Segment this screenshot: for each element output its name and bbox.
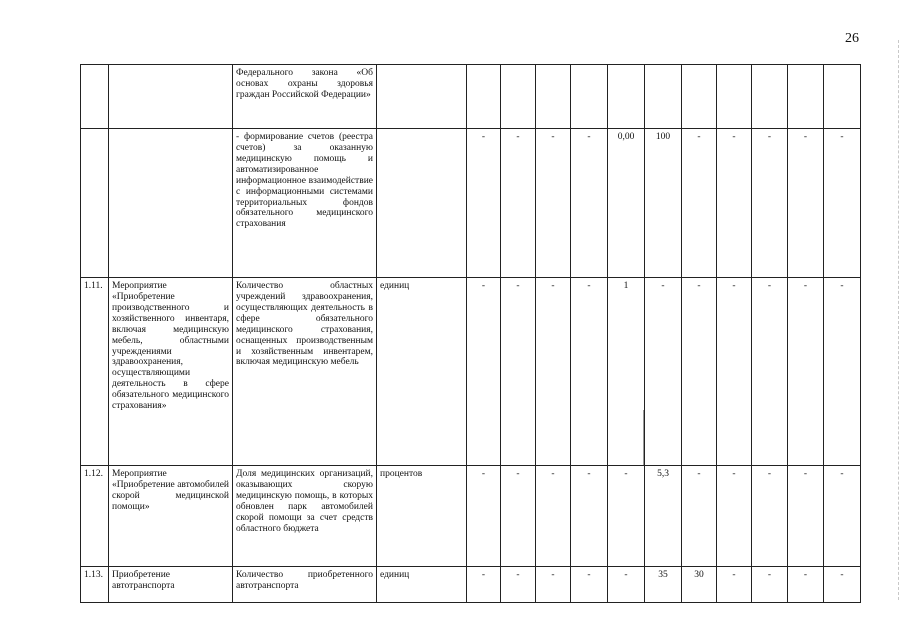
value-cell	[682, 65, 717, 129]
value-cell: -	[752, 129, 788, 278]
value-cell: -	[536, 466, 571, 567]
value-cell: -	[682, 129, 717, 278]
value-cell: -	[752, 466, 788, 567]
value-cell: 1	[608, 278, 645, 466]
value-cell: -	[824, 278, 861, 466]
page-number: 26	[845, 31, 859, 46]
value-cell: -	[717, 278, 752, 466]
value-cell: -	[501, 466, 536, 567]
value-cell: -	[571, 278, 608, 466]
value-cell: -	[608, 567, 645, 603]
value-cell: -	[501, 129, 536, 278]
value-cell: -	[824, 129, 861, 278]
unit-cell	[377, 129, 467, 278]
value-cell: -	[467, 278, 501, 466]
table-row	[81, 65, 861, 129]
value-cell: -	[571, 129, 608, 278]
value-cell	[501, 65, 536, 129]
row-number: 1.13.	[81, 567, 109, 603]
value-cell: -	[467, 129, 501, 278]
event-cell	[109, 129, 233, 278]
page-edge-mark	[898, 40, 900, 600]
value-cell: -	[608, 466, 645, 567]
table-row	[81, 129, 861, 278]
table-row	[81, 466, 861, 567]
value-cell: -	[717, 129, 752, 278]
value-cell: -	[824, 567, 861, 603]
row-number: 1.12.	[81, 466, 109, 567]
unit-cell: процентов	[377, 466, 467, 567]
unit-cell	[377, 65, 467, 129]
unit-cell: единиц	[377, 567, 467, 603]
scan-line-mark	[643, 410, 644, 465]
event-cell	[109, 65, 233, 129]
value-cell: 100	[645, 129, 682, 278]
value-cell	[571, 65, 608, 129]
value-cell: -	[788, 278, 824, 466]
value-cell: -	[501, 567, 536, 603]
event-cell: Мероприятие «Приобретение производственного и хозяйственного инвентаря, включая медицинскую мебель, областными учреждениями здравоохранения, осуществляющими деятельность в сфере обязательного медицинского страхования»	[109, 278, 233, 466]
unit-cell: единиц	[377, 278, 467, 466]
value-cell: -	[536, 129, 571, 278]
indicator-cell: Количество приобретенного автотранспорта	[233, 567, 377, 603]
value-cell: -	[467, 567, 501, 603]
value-cell: -	[645, 278, 682, 466]
row-number: 1.11.	[81, 278, 109, 466]
program-indicators-table	[80, 64, 861, 603]
indicator-cell: - формирование счетов (реестра счетов) за оказанную медицинскую помощь и автоматизированное информационное взаимодействие с информационными системами территориальных фондов обязательного медицинского страхования	[233, 129, 377, 278]
value-cell	[824, 65, 861, 129]
indicator-cell: Доля медицинских организаций, оказывающих скорую медицинскую помощь, в которых обновлен парк автомобилей скорой помощи за счет средств областного бюджета	[233, 466, 377, 567]
value-cell: -	[788, 567, 824, 603]
value-cell: 30	[682, 567, 717, 603]
value-cell: -	[682, 466, 717, 567]
row-number	[81, 65, 109, 129]
value-cell: -	[752, 278, 788, 466]
value-cell	[717, 65, 752, 129]
value-cell	[752, 65, 788, 129]
indicator-cell: Количество областных учреждений здравоохранения, осуществляющих деятельность в сфере обязательного медицинского страхования, оснащенных производственным и хозяйственным инвентарем, включая медицинскую мебель	[233, 278, 377, 466]
value-cell: 0,00	[608, 129, 645, 278]
value-cell: -	[717, 466, 752, 567]
table-row	[81, 567, 861, 603]
value-cell: -	[467, 466, 501, 567]
value-cell	[467, 65, 501, 129]
event-cell: Мероприятие «Приобретение автомобилей скорой медицинской помощи»	[109, 466, 233, 567]
value-cell: -	[536, 278, 571, 466]
value-cell	[536, 65, 571, 129]
value-cell: -	[571, 567, 608, 603]
value-cell: -	[571, 466, 608, 567]
value-cell: -	[752, 567, 788, 603]
event-cell: Приобретение автотранспорта	[109, 567, 233, 603]
value-cell	[645, 65, 682, 129]
value-cell: 5,3	[645, 466, 682, 567]
table-row	[81, 278, 861, 466]
value-cell: -	[788, 466, 824, 567]
value-cell: -	[682, 278, 717, 466]
value-cell	[788, 65, 824, 129]
indicator-cell: Федерального закона «Об основах охраны здоровья граждан Российской Федерации»	[233, 65, 377, 129]
value-cell: 35	[645, 567, 682, 603]
row-number	[81, 129, 109, 278]
value-cell	[608, 65, 645, 129]
table-body	[81, 65, 861, 603]
value-cell: -	[536, 567, 571, 603]
value-cell: -	[824, 466, 861, 567]
value-cell: -	[501, 278, 536, 466]
value-cell: -	[717, 567, 752, 603]
value-cell: -	[788, 129, 824, 278]
